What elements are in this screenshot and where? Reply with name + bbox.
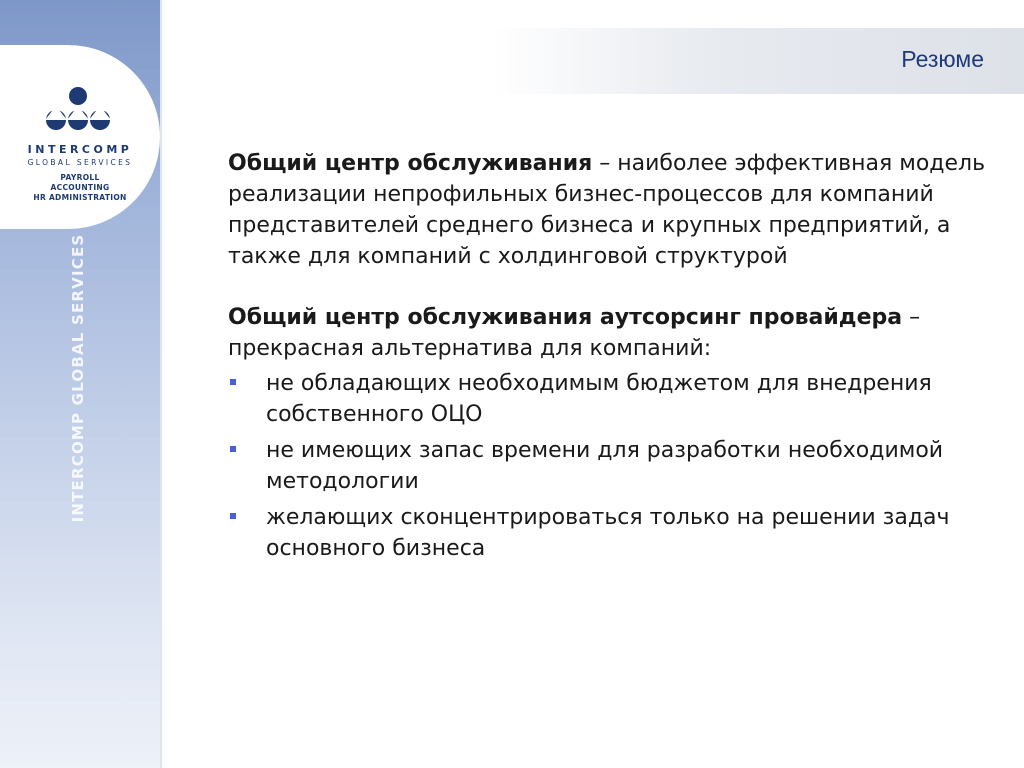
list-item [228,502,998,564]
slide-content [228,148,998,569]
paragraph-2-heading: Общий центр обслуживания аутсорсинг провайдера [228,305,903,330]
bullet-square-icon [230,379,236,385]
logo-service-hr: HR ADMINISTRATION [33,193,127,202]
bullet-square-icon [230,513,236,519]
list-item-text: не обладающих необходимым бюджетом для внедрения собственного ОЦО [266,371,932,427]
sidebar-vertical-label: INTERCOMP GLOBAL SERVICES [69,233,87,523]
paragraph-outsourcing [228,302,998,364]
slide-title: Резюме [901,46,984,72]
bullet-square-icon [230,446,236,452]
benefit-list [228,368,998,564]
logo-brand-sub: GLOBAL SERVICES [27,158,133,167]
list-item-text: не имеющих запас времени для разработки необходимой методологии [266,438,944,494]
list-item-text: желающих сконцентрироваться только на решении задач основного бизнеса [266,505,950,561]
paragraph-1-heading: Общий центр обслуживания [228,151,593,176]
intercomp-logo-icon [38,84,118,134]
paragraph-shared-center [228,148,998,272]
list-item [228,368,998,430]
paragraph-2-text: – прекрасная альтернатива для компаний: [228,305,921,361]
logo-service-accounting: ACCOUNTING [50,183,110,192]
logo-brand: INTERCOMP [27,143,133,156]
paragraph-1-text: – наиболее эффективная модель реализации непрофильных бизнес-процессов для компаний представителей среднего бизнеса и крупных предприятий, а также для компаний с холдинговой структурой [228,151,986,269]
logo-service-payroll: PAYROLL [60,173,100,182]
sidebar-divider [160,0,162,768]
list-item [228,435,998,497]
